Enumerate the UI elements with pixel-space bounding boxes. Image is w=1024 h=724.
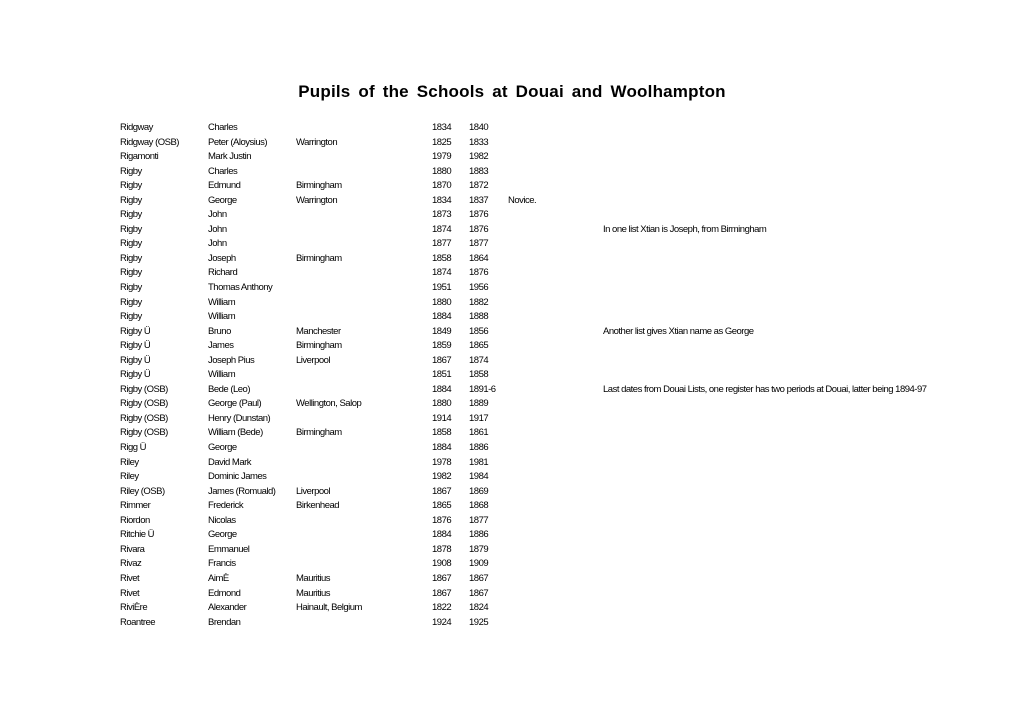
- surname-cell: Rigby: [120, 267, 142, 279]
- forename-cell: Brendan: [208, 616, 241, 628]
- forename-cell: Francis: [208, 558, 236, 570]
- forename-cell: AimÈ: [208, 572, 229, 584]
- forename-cell: Charles: [208, 122, 238, 133]
- pupil-list: [0, 121, 1024, 630]
- surname-cell: Rigby: [120, 296, 142, 308]
- table-row: [0, 310, 1024, 325]
- forename-cell: James: [208, 340, 234, 352]
- surname-cell: Rigby Ü: [120, 325, 151, 337]
- table-row: [0, 426, 1024, 441]
- end-year-cell: 1837: [469, 194, 489, 206]
- note-cell: Last dates from Douai Lists, one register has two periods at Douai, latter being 1894-97: [603, 383, 927, 395]
- surname-cell: Rigby: [120, 252, 142, 264]
- place-cell: Manchester: [296, 325, 341, 337]
- start-year-cell: 1874: [432, 267, 452, 279]
- page-title: Pupils of the Schools at Douai and Woolhampton: [298, 82, 726, 101]
- start-year-cell: 1880: [432, 296, 452, 308]
- forename-cell: Charles: [208, 165, 238, 177]
- start-year-cell: 1880: [432, 165, 452, 177]
- end-year-cell: 1872: [469, 180, 489, 192]
- end-year-cell: 1868: [469, 500, 489, 512]
- table-row: [0, 368, 1024, 383]
- forename-cell: Joseph Pius: [208, 354, 255, 366]
- end-year-cell: 1867: [469, 572, 489, 584]
- forename-cell: George (Paul): [208, 398, 262, 410]
- place-cell: Mauritius: [296, 587, 331, 599]
- start-year-cell: 1858: [432, 252, 452, 264]
- end-year-cell: 1882: [469, 296, 489, 308]
- table-row: [0, 121, 1024, 136]
- start-year-cell: 1978: [432, 456, 452, 468]
- place-cell: Liverpool: [296, 354, 331, 366]
- place-cell: Mauritius: [296, 572, 331, 584]
- forename-cell: John: [208, 209, 227, 221]
- start-year-cell: 1884: [432, 442, 452, 454]
- forename-cell: David Mark: [208, 456, 252, 468]
- start-year-cell: 1884: [432, 383, 452, 395]
- place-cell: Birkenhead: [296, 500, 340, 512]
- surname-cell: RiviÈre: [120, 602, 148, 614]
- forename-cell: Frederick: [208, 500, 244, 512]
- start-year-cell: 1867: [432, 485, 452, 497]
- end-year-cell: 1824: [469, 602, 489, 614]
- forename-cell: Bede (Leo): [208, 383, 251, 395]
- surname-cell: Rigby (OSB): [120, 412, 168, 424]
- table-row: [0, 456, 1024, 471]
- table-row: [0, 397, 1024, 412]
- end-year-cell: 1917: [469, 412, 489, 424]
- start-year-cell: 1858: [432, 427, 452, 439]
- surname-cell: Rigby: [120, 238, 142, 250]
- surname-cell: Rigby Ü: [120, 369, 151, 381]
- surname-cell: Rigby: [120, 311, 142, 323]
- table-row: [0, 587, 1024, 602]
- place-cell: Liverpool: [296, 485, 331, 497]
- surname-cell: Rigby: [120, 209, 142, 221]
- place-cell: Wellington, Salop: [296, 398, 362, 410]
- table-row: [0, 616, 1024, 631]
- forename-cell: Joseph: [208, 252, 236, 264]
- place-cell: Warrington: [296, 194, 338, 206]
- surname-cell: Rivara: [120, 543, 145, 555]
- table-row: [0, 281, 1024, 296]
- table-row: [0, 543, 1024, 558]
- start-year-cell: 1884: [432, 529, 452, 541]
- start-year-cell: 1851: [432, 369, 452, 381]
- end-year-cell: 1925: [469, 616, 489, 628]
- surname-cell: Rigby: [120, 194, 142, 206]
- status-cell: Novice.: [508, 194, 537, 206]
- end-year-cell: 1876: [469, 267, 489, 279]
- start-year-cell: 1880: [432, 398, 452, 410]
- place-cell: Birmingham: [296, 252, 342, 264]
- end-year-cell: 1984: [469, 471, 489, 483]
- end-year-cell: 1858: [469, 369, 489, 381]
- surname-cell: Rigby (OSB): [120, 398, 168, 410]
- table-row: [0, 601, 1024, 616]
- start-year-cell: 1884: [432, 311, 452, 323]
- forename-cell: Edmond: [208, 587, 241, 599]
- table-row: [0, 470, 1024, 485]
- table-row: [0, 572, 1024, 587]
- end-year-cell: 1869: [469, 485, 489, 497]
- place-cell: Hainault, Belgium: [296, 602, 362, 614]
- surname-cell: Roantree: [120, 616, 156, 628]
- end-year-cell: 1889: [469, 398, 489, 410]
- forename-cell: John: [208, 238, 227, 250]
- end-year-cell: 1861: [469, 427, 489, 439]
- end-year-cell: 1877: [469, 238, 489, 250]
- start-year-cell: 1834: [432, 194, 452, 206]
- surname-cell: Rivet: [120, 572, 140, 584]
- table-row: [0, 237, 1024, 252]
- surname-cell: Rigby: [120, 282, 142, 294]
- end-year-cell: 1867: [469, 587, 489, 599]
- forename-cell: George: [208, 529, 237, 541]
- end-year-cell: 1877: [469, 514, 489, 526]
- table-row: [0, 223, 1024, 238]
- forename-cell: George: [208, 442, 237, 454]
- table-row: [0, 252, 1024, 267]
- end-year-cell: 1886: [469, 442, 489, 454]
- table-row: [0, 383, 1024, 398]
- forename-cell: Nicolas: [208, 514, 236, 526]
- table-row: [0, 557, 1024, 572]
- surname-cell: Rigby: [120, 180, 142, 192]
- forename-cell: Edmund: [208, 180, 241, 192]
- surname-cell: Rigamonti: [120, 151, 159, 163]
- surname-cell: Ridgway: [120, 122, 153, 133]
- start-year-cell: 1982: [432, 471, 452, 483]
- surname-cell: Riley (OSB): [120, 485, 165, 497]
- start-year-cell: 1951: [432, 282, 452, 294]
- start-year-cell: 1825: [432, 136, 452, 148]
- surname-cell: Riordon: [120, 514, 150, 526]
- start-year-cell: 1867: [432, 587, 452, 599]
- table-row: [0, 150, 1024, 165]
- start-year-cell: 1870: [432, 180, 452, 192]
- table-row: [0, 266, 1024, 281]
- surname-cell: Rimmer: [120, 500, 151, 512]
- end-year-cell: 1833: [469, 136, 489, 148]
- surname-cell: Ridgway (OSB): [120, 136, 179, 148]
- start-year-cell: 1979: [432, 151, 452, 163]
- end-year-cell: 1886: [469, 529, 489, 541]
- forename-cell: Dominic James: [208, 471, 267, 483]
- table-row: [0, 441, 1024, 456]
- end-year-cell: 1956: [469, 282, 489, 294]
- end-year-cell: 1876: [469, 209, 489, 221]
- forename-cell: Emmanuel: [208, 543, 250, 555]
- note-cell: In one list Xtian is Joseph, from Birmingham: [603, 223, 767, 235]
- table-row: [0, 528, 1024, 543]
- surname-cell: Rivet: [120, 587, 140, 599]
- end-year-cell: 1891-6: [469, 383, 496, 395]
- forename-cell: Thomas Anthony: [208, 282, 273, 294]
- table-row: [0, 208, 1024, 223]
- end-year-cell: 1888: [469, 311, 489, 323]
- table-row: [0, 165, 1024, 180]
- start-year-cell: 1859: [432, 340, 452, 352]
- end-year-cell: 1874: [469, 354, 489, 366]
- note-cell: Another list gives Xtian name as George: [603, 325, 754, 337]
- forename-cell: Alexander: [208, 602, 247, 614]
- forename-cell: James (Romuald): [208, 485, 276, 497]
- start-year-cell: 1876: [432, 514, 452, 526]
- place-cell: Birmingham: [296, 180, 342, 192]
- table-row: [0, 499, 1024, 514]
- start-year-cell: 1874: [432, 223, 452, 235]
- end-year-cell: 1909: [469, 558, 489, 570]
- place-cell: Birmingham: [296, 427, 342, 439]
- forename-cell: Richard: [208, 267, 238, 279]
- table-row: [0, 179, 1024, 194]
- forename-cell: William: [208, 311, 236, 323]
- forename-cell: Bruno: [208, 325, 231, 337]
- forename-cell: George: [208, 194, 237, 206]
- start-year-cell: 1867: [432, 572, 452, 584]
- place-cell: Birmingham: [296, 340, 342, 352]
- forename-cell: Mark Justin: [208, 151, 252, 163]
- table-row: [0, 136, 1024, 151]
- table-row: [0, 194, 1024, 209]
- start-year-cell: 1849: [432, 325, 452, 337]
- end-year-cell: 1879: [469, 543, 489, 555]
- place-cell: Warrington: [296, 136, 338, 148]
- surname-cell: Rivaz: [120, 558, 142, 570]
- surname-cell: Rigby: [120, 223, 142, 235]
- surname-cell: Riley: [120, 456, 139, 468]
- start-year-cell: 1873: [432, 209, 452, 221]
- start-year-cell: 1834: [432, 122, 452, 133]
- surname-cell: Ritchie Ü: [120, 529, 155, 541]
- table-row: [0, 485, 1024, 500]
- table-row: [0, 339, 1024, 354]
- table-row: [0, 514, 1024, 529]
- table-row: [0, 325, 1024, 340]
- end-year-cell: 1883: [469, 165, 489, 177]
- start-year-cell: 1822: [432, 602, 452, 614]
- surname-cell: Rigby: [120, 165, 142, 177]
- surname-cell: Rigby Ü: [120, 354, 151, 366]
- surname-cell: Rigby Ü: [120, 340, 151, 352]
- table-row: [0, 412, 1024, 427]
- start-year-cell: 1877: [432, 238, 452, 250]
- surname-cell: Rigby (OSB): [120, 427, 168, 439]
- surname-cell: Riley: [120, 471, 139, 483]
- start-year-cell: 1878: [432, 543, 452, 555]
- start-year-cell: 1914: [432, 412, 452, 424]
- surname-cell: Rigby (OSB): [120, 383, 168, 395]
- end-year-cell: 1864: [469, 252, 489, 264]
- end-year-cell: 1865: [469, 340, 489, 352]
- start-year-cell: 1867: [432, 354, 452, 366]
- forename-cell: Henry (Dunstan): [208, 412, 271, 424]
- end-year-cell: 1856: [469, 325, 489, 337]
- forename-cell: John: [208, 223, 227, 235]
- table-row: [0, 354, 1024, 369]
- surname-cell: Rigg Ü: [120, 442, 147, 454]
- start-year-cell: 1865: [432, 500, 452, 512]
- forename-cell: Peter (Aloysius): [208, 136, 268, 148]
- table-row: [0, 296, 1024, 311]
- forename-cell: William: [208, 296, 236, 308]
- forename-cell: William: [208, 369, 236, 381]
- start-year-cell: 1924: [432, 616, 452, 628]
- end-year-cell: 1981: [469, 456, 489, 468]
- forename-cell: William (Bede): [208, 427, 263, 439]
- end-year-cell: 1876: [469, 223, 489, 235]
- end-year-cell: 1840: [469, 122, 489, 133]
- start-year-cell: 1908: [432, 558, 452, 570]
- end-year-cell: 1982: [469, 151, 489, 163]
